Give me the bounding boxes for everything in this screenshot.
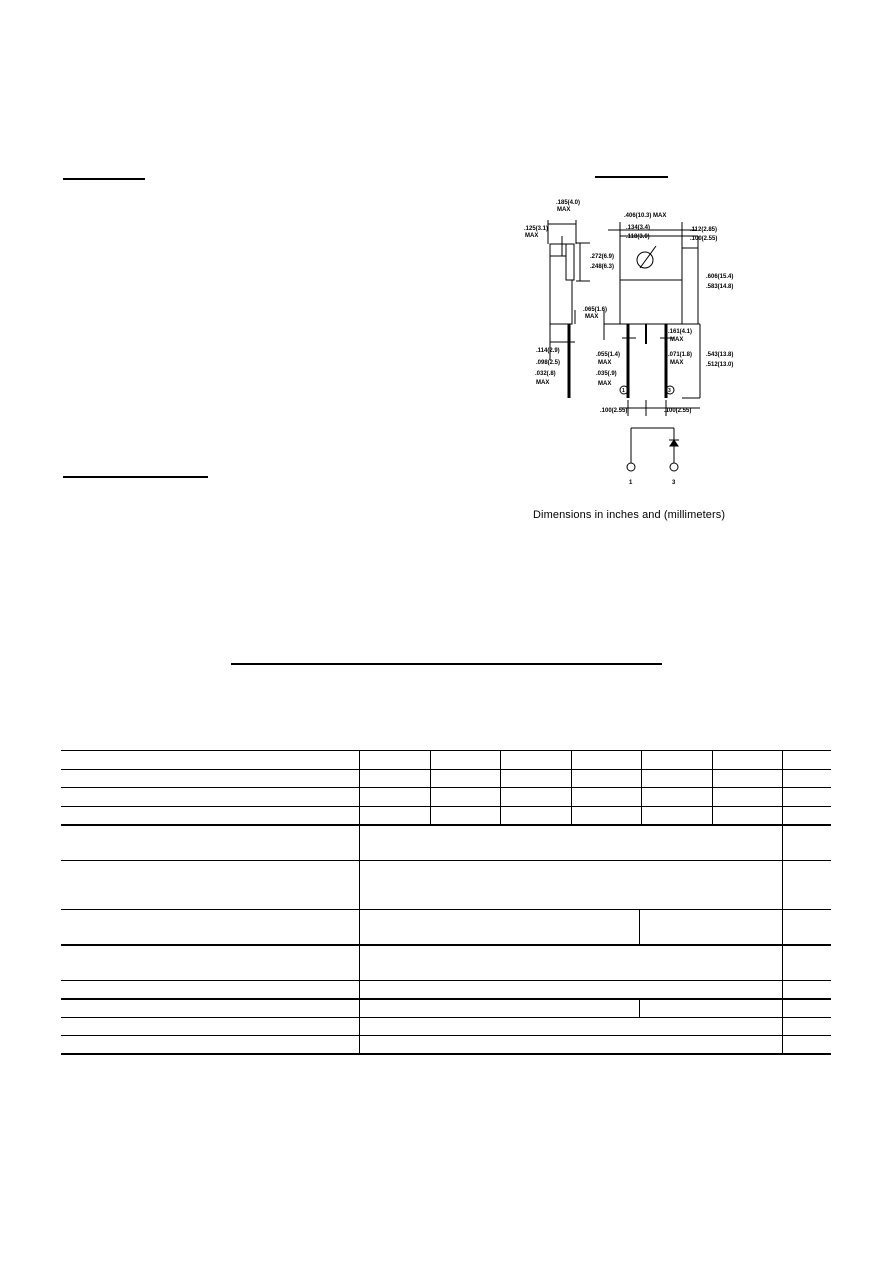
terminal-3-label: 3 bbox=[672, 480, 676, 486]
front-view-tab bbox=[620, 236, 682, 280]
dim-hole-a: .134(3.4) bbox=[626, 225, 651, 231]
dim-flange: .065(1.6) bbox=[583, 307, 608, 313]
mounting-hole bbox=[637, 252, 653, 268]
dim-body-h-a: .606(15.4) bbox=[706, 274, 734, 280]
dim-pin-b-max: MAX bbox=[670, 360, 684, 366]
dim-tab-max: MAX bbox=[525, 233, 539, 239]
terminal-1-circle bbox=[627, 463, 635, 471]
terminal-1-label: 1 bbox=[629, 480, 633, 486]
dim-side-max: MAX bbox=[557, 207, 571, 213]
ratings-table bbox=[61, 750, 831, 1055]
dim-flange-max: MAX bbox=[585, 314, 599, 320]
dim-lead-w: .032(.8) bbox=[535, 371, 556, 377]
dim-pin-w: .055(1.4) bbox=[596, 352, 621, 358]
dimensions-caption: Dimensions in inches and (millimeters) bbox=[533, 509, 726, 521]
dim-pin-a-max: MAX bbox=[670, 337, 684, 343]
pin3-marker-label: 3 bbox=[668, 388, 671, 394]
dim-tab-thick: .125(3.1) bbox=[524, 226, 549, 232]
table-title-rule bbox=[231, 663, 662, 665]
dim-lead-b: .512(13.0) bbox=[706, 362, 734, 368]
dim-hole-b: .118(3.0) bbox=[626, 234, 650, 240]
dim-hole-offset-a: .112(2.85) bbox=[690, 227, 718, 233]
dim-tab-h-b: .248(6.3) bbox=[590, 264, 615, 270]
dim-top-width: .406(10.3) MAX bbox=[624, 213, 667, 219]
dim-side-thickness: .185(4.0) bbox=[556, 200, 581, 206]
dim-lead-w-max: MAX bbox=[536, 380, 550, 386]
dim-pin-w-max: MAX bbox=[598, 360, 612, 366]
dim-pin-b: .071(1.8) bbox=[668, 352, 693, 358]
dim-base-b: .098(2.5) bbox=[536, 360, 561, 366]
terminal-3-circle bbox=[670, 463, 678, 471]
dim-pin-a: .161(4.1) bbox=[668, 329, 693, 335]
dim-lead-a: .543(13.8) bbox=[706, 352, 734, 358]
front-view-body bbox=[620, 280, 682, 324]
diode-symbol bbox=[670, 440, 678, 446]
dim-lead-t: .035(.9) bbox=[596, 371, 617, 377]
dim-lead-t-max: MAX bbox=[598, 381, 612, 387]
dim-pitch-l: .100(2.55) bbox=[600, 408, 628, 414]
package-outline-diagram bbox=[0, 0, 892, 520]
side-view-tab bbox=[566, 244, 574, 280]
dim-body-h-b: .583(14.8) bbox=[706, 284, 734, 290]
dim-base-a: .114(2.9) bbox=[536, 348, 560, 354]
dim-hole-offset-b: .100(2.55) bbox=[690, 236, 718, 242]
dim-tab-h-a: .272(6.9) bbox=[590, 254, 615, 260]
dim-pitch-r: .100(2.55) bbox=[664, 408, 692, 414]
pin1-marker-label: 1 bbox=[622, 388, 625, 394]
